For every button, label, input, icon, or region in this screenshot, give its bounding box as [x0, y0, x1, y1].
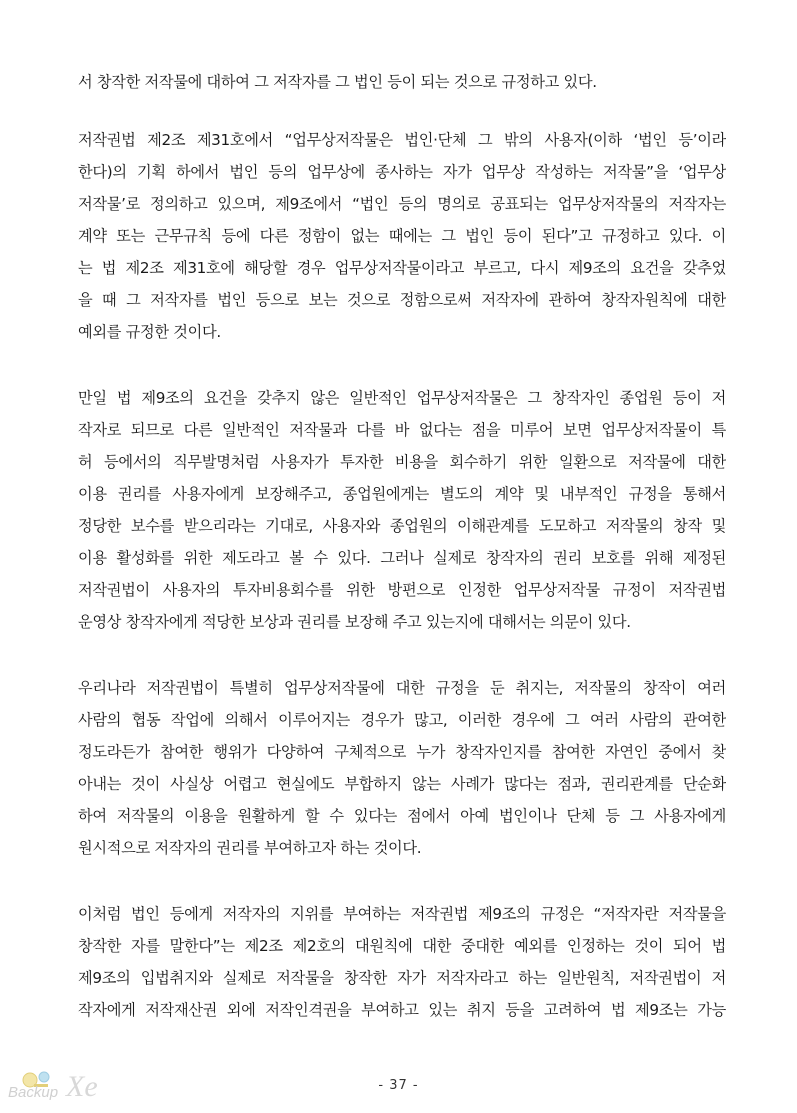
- text-line: 만일 법 제9조의 요건을 갖추지 않은 일반적인 업무상저작물은 그 창작자인 종업원 등이 저: [78, 389, 726, 407]
- text-line: 정당한 보수를 받으리라는 기대로, 사용자와 종업원의 이해관계를 도모하고 저작물의 창작 및: [78, 517, 726, 535]
- text-line: 정도라든가 참여한 행위가 다양하여 구체적으로 누가 창작자인지를 참여한 자연인 중에서 찾: [78, 743, 726, 761]
- text-line: 이용 권리를 사용자에게 보장해주고, 종업원에게는 별도의 계약 및 내부적인 규정을 통해서: [78, 485, 726, 503]
- text-line: 예외를 규정한 것이다.: [78, 323, 221, 341]
- text-line: 제9조의 입법취지와 실제로 저작물을 창작한 자가 저작자라고 하는 일반원칙, 저작권법이 저: [78, 969, 726, 987]
- text-line: 는 법 제2조 제31호에 해당할 경우 업무상저작물이라고 부르고, 다시 제9조의 요건을 갖추었: [78, 259, 726, 277]
- text-line: 저작권법이 사용자의 투자비용회수를 위한 방편으로 인정한 업무상저작물 규정이 저작권법: [78, 581, 726, 599]
- text-line: 원시적으로 저작자의 권리를 부여하고자 하는 것이다.: [78, 839, 422, 857]
- text-line: 하여 저작물의 이용을 원활하게 할 수 있다는 점에서 아예 법인이나 단체 등 그 사용자에게: [78, 807, 726, 825]
- text-line: 저작권법 제2조 제31호에서 “업무상저작물은 법인·단체 그 밖의 사용자(이하 ‘법인 등’이라: [78, 131, 726, 149]
- text-line: 이용 활성화를 위한 제도라고 볼 수 있다. 그러나 실제로 창작자의 권리 보호를 위해 제정된: [78, 549, 726, 567]
- text-line: 을 때 그 저작자를 법인 등으로 보는 것으로 정함으로써 저작자에 관하여 창작자원칙에 대한: [78, 291, 726, 309]
- watermark-logo: [4, 1068, 122, 1112]
- text-line: 작자로 되므로 다른 일반적인 저작물과 다를 바 없다는 점을 미루어 보면 업무상저작물이 특: [78, 421, 726, 439]
- text-line: 사람의 협동 작업에 의해서 이루어지는 경우가 많고, 이러한 경우에 그 여러 사람의 관여한: [78, 711, 726, 729]
- text-line: 우리나라 저작권법이 특별히 업무상저작물에 대한 규정을 둔 취지는, 저작물의 창작이 여러: [78, 679, 726, 697]
- text-line: 아내는 것이 사실상 어렵고 현실에도 부합하지 않는 사례가 많다는 점과, 권리관계를 단순화: [78, 775, 726, 793]
- text-line: 저작물’로 정의하고 있으며, 제9조에서 “법인 등의 명의로 공표되는 업무상저작물의 저작자는: [78, 195, 726, 213]
- watermark-backup-text: Backup: [8, 1084, 59, 1101]
- text-line: 허 등에서의 직무발명처럼 사용자가 투자한 비용을 회수하기 위한 일환으로 저작물에 대한: [78, 453, 726, 471]
- text-line: 작자에게 저작재산권 외에 저작인격권을 부여하고 있는 취지 등을 고려하여 법 제9조는 가능: [78, 1001, 726, 1019]
- text-line: 창작한 자를 말한다”는 제2조 제2호의 대원칙에 대한 중대한 예외를 인정하는 것이 되어 법: [78, 937, 726, 955]
- text-line: 서 창작한 저작물에 대하여 그 저작자를 그 법인 등이 되는 것으로 규정하고 있다.: [78, 73, 597, 91]
- text-line: 이처럼 법인 등에게 저작자의 지위를 부여하는 저작권법 제9조의 규정은 “저작자란 저작물을: [78, 905, 726, 923]
- text-line: 한다)의 기획 하에서 법인 등의 업무상에 종사하는 자가 업무상 작성하는 저작물”을 ‘업무상: [78, 163, 726, 181]
- watermark-xe-text: Xe: [66, 1070, 98, 1103]
- text-line: 계약 또는 근무규칙 등에 다른 정함이 없는 때에는 그 법인 등이 된다”고 규정하고 있다. 이: [78, 227, 726, 245]
- text-line: 운영상 창작자에게 적당한 보상과 권리를 보장해 주고 있는지에 대해서는 의문이 있다.: [78, 613, 631, 631]
- page-number: - 37 -: [378, 1078, 419, 1093]
